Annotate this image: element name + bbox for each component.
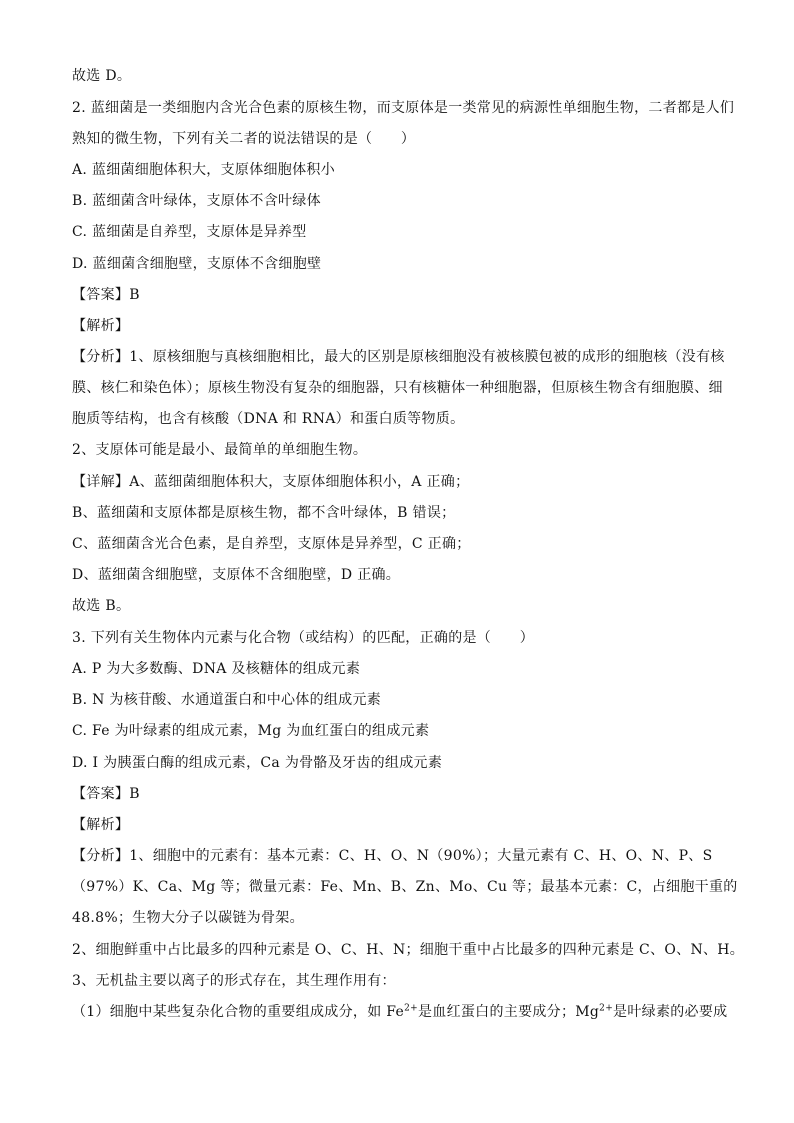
question-2-stem-cont: 熟知的微生物，下列有关二者的说法错误的是（ ） bbox=[72, 131, 416, 147]
analysis-label: 【解析】 bbox=[72, 817, 130, 833]
detail-text: B、蓝细菌和支原体都是原核生物，都不含叶绿体，B 错误； bbox=[72, 505, 456, 521]
question-2-stem: 2. 蓝细菌是一类细胞内含光合色素的原核生物，而支原体是一类常见的病源性单细胞生物，二者都是人们 bbox=[72, 100, 735, 116]
analysis-text: 2、支原体可能是最小、最简单的单细胞生物。 bbox=[72, 442, 368, 458]
analysis-text-with-ions bbox=[72, 1002, 727, 1022]
option-a: A. P 为大多数酶、DNA 及核糖体的组成元素 bbox=[72, 661, 361, 677]
analysis-text: 2、细胞鲜重中占比最多的四种元素是 O、C、H、N；细胞干重中占比最多的四种元素是 C、O、N、H。 bbox=[72, 942, 745, 958]
text-line: 故选 D。 bbox=[72, 68, 132, 84]
option-d: D. I 为胰蛋白酶的组成元素，Ca 为骨骼及牙齿的组成元素 bbox=[72, 755, 443, 771]
detail-text: C、蓝细菌含光合色素，是自养型，支原体是异养型，C 正确； bbox=[72, 536, 471, 552]
superscript: 2+ bbox=[404, 1003, 418, 1014]
option-a: A. 蓝细菌细胞体积大，支原体细胞体积小 bbox=[72, 162, 336, 178]
superscript: 2+ bbox=[599, 1003, 614, 1014]
option-b: B. 蓝细菌含叶绿体，支原体不含叶绿体 bbox=[72, 193, 321, 209]
text-segment: （1）细胞中某些复杂化合物的重要组成成分，如 Fe bbox=[72, 1004, 405, 1020]
analysis-text: 【分析】1、原核细胞与真核细胞相比，最大的区别是原核细胞没有被核膜包被的成形的细胞核（没有核 bbox=[72, 349, 725, 365]
answer-label: 【答案】B bbox=[72, 287, 140, 303]
option-c: C. 蓝细菌是自养型，支原体是异养型 bbox=[72, 224, 307, 240]
analysis-text: （97%）K、Ca、Mg 等；微量元素：Fe、Mn、B、Zn、Mo、Cu 等；最基本元素：C，占细胞干重的 bbox=[72, 879, 738, 895]
detail-text: 【详解】A、蓝细菌细胞体积大，支原体细胞体积小，A 正确； bbox=[72, 474, 470, 490]
option-b: B. N 为核苷酸、水通道蛋白和中心体的组成元素 bbox=[72, 692, 382, 708]
question-3-stem: 3. 下列有关生物体内元素与化合物（或结构）的匹配，正确的是（ ） bbox=[72, 630, 535, 646]
conclusion-text: 故选 B。 bbox=[72, 598, 131, 614]
text-segment: 是血红蛋白的主要成分；Mg bbox=[417, 1004, 600, 1020]
analysis-label: 【解析】 bbox=[72, 318, 130, 334]
analysis-text: 【分析】1、细胞中的元素有：基本元素：C、H、O、N（90%）；大量元素有 C、H、O、N、P、S bbox=[72, 848, 713, 864]
analysis-text: 胞质等结构，也含有核酸（DNA 和 RNA）和蛋白质等物质。 bbox=[72, 411, 465, 427]
analysis-text: 膜、核仁和染色体）；原核生物没有复杂的细胞器，只有核糖体一种细胞器，但原核生物含有细胞膜、细 bbox=[72, 380, 723, 396]
option-c: C. Fe 为叶绿素的组成元素，Mg 为血红蛋白的组成元素 bbox=[72, 723, 430, 739]
option-d: D. 蓝细菌含细胞壁，支原体不含细胞壁 bbox=[72, 256, 322, 272]
analysis-text: 48.8%；生物大分子以碳链为骨架。 bbox=[72, 910, 304, 926]
text-segment: 是叶绿素的必要成 bbox=[613, 1004, 728, 1020]
detail-text: D、蓝细菌含细胞壁，支原体不含细胞壁，D 正确。 bbox=[72, 567, 401, 583]
analysis-text: 3、无机盐主要以离子的形式存在，其生理作用有： bbox=[72, 973, 396, 989]
answer-label: 【答案】B bbox=[72, 786, 140, 802]
